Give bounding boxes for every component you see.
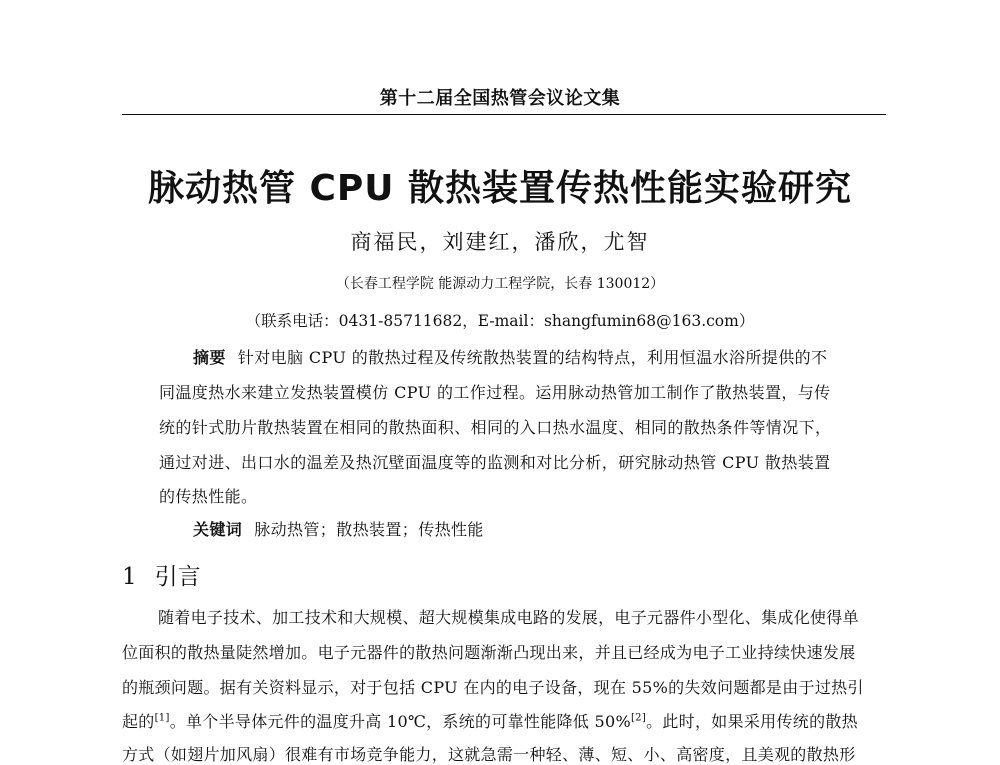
- body-line: [122, 709, 858, 732]
- abstract-text: 针对电脑 CPU 的散热过程及传统散热装置的结构特点，利用恒温水浴所提供的不: [237, 348, 828, 367]
- body-text: 。此时，如果采用传统的散热: [646, 712, 858, 731]
- section-title: 引言: [154, 564, 201, 590]
- abstract-line: 通过对进、出口水的温差及热沉壁面温度等的监测和对比分析，研究脉动热管 CPU 散热装置: [159, 453, 831, 472]
- keywords-text: 脉动热管；散热装置；传热性能: [254, 520, 484, 539]
- abstract-line: 同温度热水来建立发热装置模仿 CPU 的工作过程。运用脉动热管加工制作了散热装置，与传: [159, 383, 831, 402]
- paper-affiliation: （长春工程学院 能源动力工程学院，长春 130012）: [335, 276, 665, 292]
- citation-ref: [1]: [154, 712, 170, 724]
- paper-authors: 商福民，刘建红，潘欣，尤智: [350, 230, 650, 254]
- paper-contact: （联系电话：0431-85711682，E-mail：shangfumin68@163.com）: [245, 312, 755, 330]
- keywords-label: 关键词: [193, 520, 243, 539]
- body-line: 随着电子技术、加工技术和大规模、超大规模集成电路的发展，电子元器件小型化、集成化使得单: [158, 608, 859, 627]
- section-heading: [122, 558, 201, 591]
- abstract-label: 摘要: [193, 348, 226, 367]
- section-number: 1: [122, 564, 137, 590]
- abstract-line: 的传热性能。: [159, 487, 258, 506]
- header-rule: [122, 114, 886, 115]
- body-text: 起的: [122, 712, 155, 731]
- paper-title: 脉动热管 CPU 散热装置传热性能实验研究: [147, 168, 853, 209]
- body-text: 。单个半导体元件的温度升高 10℃，系统的可靠性能降低 50%: [169, 712, 631, 731]
- abstract-line: 统的针式肋片散热装置在相同的散热面积、相同的入口热水温度、相同的散热条件等情况下，: [159, 418, 832, 437]
- citation-ref: [2]: [630, 712, 647, 724]
- keywords-line: [193, 517, 484, 540]
- body-line: 的瓶颈问题。据有关资料显示，对于包括 CPU 在内的电子设备，现在 55%的失效问题都是由于过热引: [122, 678, 864, 697]
- running-header: 第十二届全国热管会议论文集: [379, 88, 621, 109]
- body-line: 位面积的散热量陡然增加。电子元器件的散热问题渐渐凸现出来，并且已经成为电子工业持续快速发展: [122, 643, 856, 662]
- abstract-line: [193, 345, 827, 368]
- body-line: 方式（如翅片加风扇）很难有市场竞争能力，这就急需一种轻、薄、短、小、高密度，且美观的散热形: [122, 745, 856, 764]
